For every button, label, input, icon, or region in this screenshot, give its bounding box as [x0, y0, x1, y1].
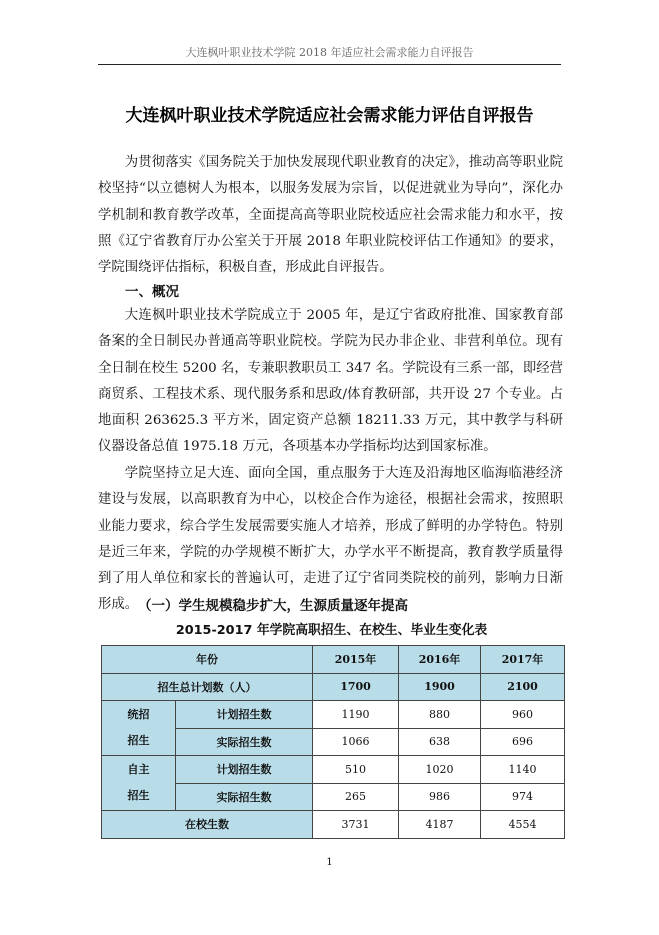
- year-cell: 2017年: [481, 646, 565, 674]
- total-plan-label-cell: 招生总计划数（人）: [102, 673, 313, 701]
- table-row: [102, 701, 565, 729]
- enrollment-table: [101, 645, 565, 839]
- value-cell: 974: [481, 783, 565, 811]
- group-label-line: 招生: [127, 789, 150, 802]
- value-cell: 510: [313, 756, 399, 784]
- value-cell: 960: [481, 701, 565, 729]
- intro-paragraph: 为贯彻落实《国务院关于加快发展现代职业教育的决定》，推动高等职业院校坚持“以立德树人为根本，以服务发展为宗旨，以促进就业为导向”，深化办学机制和教育教学改革，全面提高高等职业院校适应社会需求能力和水平，按照《辽宁省教育厅办公室关于开展 2018 年职业院校评估工作通知》的要求，学院围绕评估指标，积极自查，形成此自评报告。: [98, 155, 563, 276]
- value-cell: 986: [399, 783, 481, 811]
- table-row: [102, 756, 565, 784]
- overview-paragraph-1: 大连枫叶职业技术学院成立于 2005 年，是辽宁省政府批准、国家教育部备案的全日制民办普通高等职业院校。学院为民办非企业、非营利单位。现有全日制在校生 5200 名，专兼职教职员工 347 名。学院设有三系一部，即经营商贸系、工程技术系、现代服务系和思政/体育教研部，共开设 27 个专业。占地面积 263625.3 平方米，固定资产总额 18211.33 万元，其中教学与科研仪器设备总值 1975.18 万元，各项基本办学指标均达到国家标准。: [98, 308, 563, 455]
- total-plan-cell: 1900: [399, 673, 481, 701]
- total-plan-cell: 2100: [481, 673, 565, 701]
- value-cell: 1066: [313, 728, 399, 756]
- table-row: [102, 811, 565, 839]
- value-cell: 1140: [481, 756, 565, 784]
- year-cell: 2016年: [399, 646, 481, 674]
- table-row: [102, 673, 565, 701]
- group-label-line: 统招: [127, 708, 150, 721]
- total-plan-cell: 1700: [313, 673, 399, 701]
- subsection-heading-student-scale: （一）学生规模稳步扩大，生源质量逐年提高: [138, 598, 408, 614]
- value-cell: 638: [399, 728, 481, 756]
- header-rule: [98, 64, 561, 65]
- year-cell: 2015年: [313, 646, 399, 674]
- section-heading-overview: 一、概况: [125, 284, 179, 300]
- table-row: [102, 646, 565, 674]
- overview-paragraph-2: 学院坚持立足大连、面向全国，重点服务于大连及沿海地区临海临港经济建设与发展，以高职教育为中心，以校企合作为途径，根据社会需求，按照职业能力要求，综合学生发展需要实施人才培养，形成了鲜明的办学特色。特别是近三年来，学院的办学规模不断扩大，办学水平不断提高，教育教学质量得到了用人单位和家长的普遍认可，走进了辽宁省同类院校的前列，影响力日渐形成。: [98, 466, 563, 613]
- value-cell: 4187: [399, 811, 481, 839]
- actual-label-cell: 实际招生数: [176, 728, 313, 756]
- group-label-line: 招生: [127, 734, 150, 747]
- value-cell: 1190: [313, 701, 399, 729]
- value-cell: 696: [481, 728, 565, 756]
- group-label-line: 自主: [127, 763, 150, 776]
- enrolled-label-cell: 在校生数: [102, 811, 313, 839]
- unified-enrollment-group-cell: [102, 701, 176, 756]
- running-header: 大连枫叶职业技术学院 2018 年适应社会需求能力自评报告: [185, 46, 474, 59]
- actual-label-cell: 实际招生数: [176, 783, 313, 811]
- value-cell: 265: [313, 783, 399, 811]
- table-caption: 2015-2017 年学院高职招生、在校生、毕业生变化表: [175, 623, 488, 638]
- value-cell: 4554: [481, 811, 565, 839]
- plan-label-cell: 计划招生数: [176, 756, 313, 784]
- document-title: 大连枫叶职业技术学院适应社会需求能力评估自评报告: [125, 106, 534, 126]
- self-enrollment-group-cell: [102, 756, 176, 811]
- year-header-cell: 年份: [102, 646, 313, 674]
- page-number: 1: [326, 857, 333, 868]
- value-cell: 880: [399, 701, 481, 729]
- value-cell: 1020: [399, 756, 481, 784]
- value-cell: 3731: [313, 811, 399, 839]
- plan-label-cell: 计划招生数: [176, 701, 313, 729]
